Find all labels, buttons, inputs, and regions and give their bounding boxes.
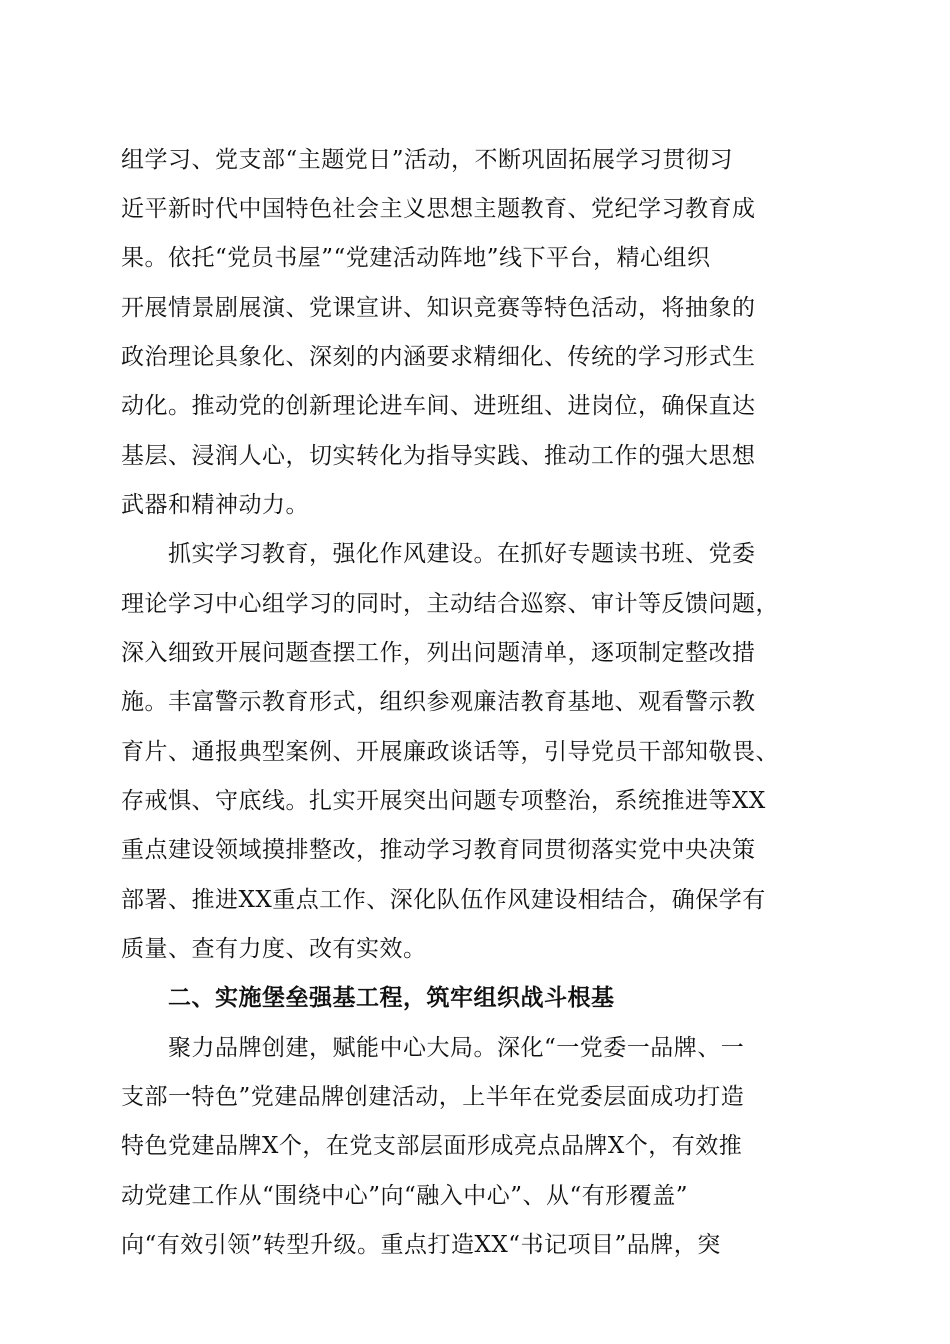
body-line: 组学习、党支部“主题党日”活动，不断巩固拓展学习贯彻习 xyxy=(121,147,734,173)
body-line: 部署、推进XX重点工作、深化队伍作风建设相结合，确保学有 xyxy=(121,887,766,913)
body-line: 动党建工作从“围绕中心”向“融入中心”、从“有形覆盖” xyxy=(121,1183,689,1209)
body-line: 支部一特色”党建品牌创建活动，上半年在党委层面成功打造 xyxy=(121,1084,745,1110)
body-line: 重点建设领域摸排整改，推动学习教育同贯彻落实党中央决策 xyxy=(121,837,756,863)
body-line: 近平新时代中国特色社会主义思想主题教育、党纪学习教育成 xyxy=(121,196,756,222)
body-line: 武器和精神动力。 xyxy=(121,492,309,518)
body-line: 存戒惧、守底线。扎实开展突出问题专项整治，系统推进等XX xyxy=(121,788,766,814)
body-line: 基层、浸润人心，切实转化为指导实践、推动工作的强大思想 xyxy=(121,443,756,469)
body-line: 深入细致开展问题查摆工作，列出问题清单，逐项制定整改措 xyxy=(121,640,756,666)
paragraph-first-line: 抓实学习教育，强化作风建设。在抓好专题读书班、党委 xyxy=(168,541,756,567)
section-heading: 二、实施堡垒强基工程，筑牢组织战斗根基 xyxy=(168,985,615,1011)
body-line: 育片、通报典型案例、开展廉政谈话等，引导党员干部知敬畏、 xyxy=(121,739,779,765)
body-line: 施。丰富警示教育形式，组织参观廉洁教育基地、观看警示教 xyxy=(121,689,756,715)
body-line: 理论学习中心组学习的同时，主动结合巡察、审计等反馈问题， xyxy=(121,591,779,617)
body-line: 果。依托“党员书屋”“党建活动阵地”线下平台，精心组织 xyxy=(121,245,711,271)
body-line: 向“有效引领”转型升级。重点打造XX“书记项目”品牌，突 xyxy=(121,1232,721,1258)
paragraph-first-line: 聚力品牌创建，赋能中心大局。深化“一党委一品牌、一 xyxy=(168,1035,745,1061)
body-line: 政治理论具象化、深刻的内涵要求精细化、传统的学习形式生 xyxy=(121,344,756,370)
body-line: 动化。推动党的创新理论进车间、进班组、进岗位，确保直达 xyxy=(121,393,756,419)
body-line: 特色党建品牌X个，在党支部层面形成亮点品牌X个，有效推 xyxy=(121,1133,743,1159)
body-line: 质量、查有力度、改有实效。 xyxy=(121,936,427,962)
body-line: 开展情景剧展演、党课宣讲、知识竞赛等特色活动，将抽象的 xyxy=(121,295,756,321)
